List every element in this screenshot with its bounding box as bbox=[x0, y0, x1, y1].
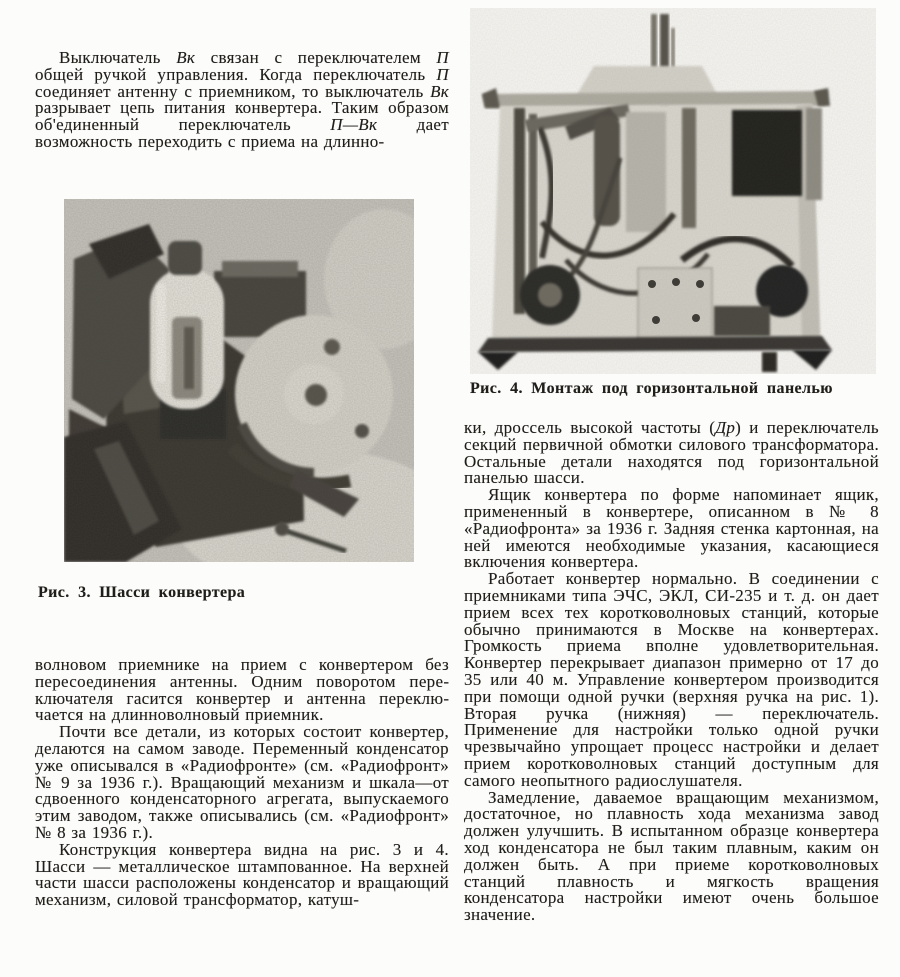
text-run: общей ручкой управления. Когда переключатель bbox=[35, 64, 437, 84]
paragraph bbox=[35, 839, 449, 910]
italic-term: П bbox=[436, 48, 449, 67]
text-run: разрывает цепь питания конвертера. Таким образом об'единенный переключатель bbox=[35, 98, 449, 135]
figure-3-caption: Рис. 3. Шасси конвертера bbox=[38, 584, 246, 601]
text-run: соединяет антенну с приемником, то выключатель bbox=[35, 81, 431, 101]
text-run: дает возможность переходить с приема на длинно- bbox=[35, 115, 450, 151]
halftone-grain bbox=[64, 199, 414, 562]
text-run: ) и переключатель секций первичной обмотки силового трансформатора. Остальные детали находятся под горизонтальной панелью шасси. bbox=[464, 418, 879, 488]
italic-term: П bbox=[436, 64, 449, 84]
text-run: Ящик конвертера по форме напоминает ящик, примененный в конвертере, описанном в № 8 «Радиофронта» за 1936 г. Задняя стенка картонная, на ней имеются необходимые указания, касающиеся включения конвертера. bbox=[464, 485, 879, 572]
paragraph bbox=[464, 420, 879, 487]
intro-paragraph bbox=[35, 50, 449, 151]
text-run: Выключатель bbox=[59, 48, 177, 67]
text-run: волновом приемнике на прием с конвертером без пересоединения антенны. Одним поворотом переключателя гасится конвертер и антенна переключается на длинноволновый приемник. bbox=[35, 655, 449, 725]
figure-3-photo bbox=[64, 199, 414, 562]
italic-term: П—Вк bbox=[330, 115, 378, 135]
left-column-body bbox=[35, 657, 449, 909]
text-run: связан с переключателем bbox=[195, 48, 437, 67]
text-run: Почти все детали, из которых состоит конвертер, делаются на самом заводе. Переменный конденсатор уже описывался в «Радиофронте» (см. «Радиофронт» № 9 за 1936 г.). Вращающий механизм и шкала—от сдвоенного конденсаторного агрегата, выпускаемого этим заводом, также описывались (см. «Радиофронт» № 8 за 1936 г.). bbox=[35, 722, 449, 842]
halftone-grain bbox=[470, 8, 876, 374]
text-run: Замедление, даваемое вращающим механизмом, достаточное, но плавность хода механизма завод должен улучшить. В испытанном образце конвертера ход конденсатора не был таким плавным, каким он должен быть. А при приеме коротковолновых станций плавность и мягкость вращения конденсатора настройки имеют очень большое значение. bbox=[464, 787, 879, 925]
text-run: Работает конвертер нормально. В соединении с приемниками типа ЭЧС, ЭКЛ, СИ-235 и т. д. он дает прием всех тех коротковолновых станций, которые обычно принимаются в Москве на конвертерах. Громкость приема вполне удовлетворительная. Конвертер перекрывает диапазон примерно от 17 до 35 или 40 м. Управление конвертером производится при помощи одной ручки (верхняя ручка на рис. 1). Вторая ручка (нижняя) — переключатель. Применение для настройки только одной ручки чрезвычайно упрощает процесс настройки и делает прием коротковолновых станций доступным для самого неопытного радиослушателя. bbox=[464, 569, 879, 790]
left-column-intro bbox=[35, 50, 449, 151]
italic-term: Вк bbox=[176, 48, 196, 67]
paragraph bbox=[464, 787, 879, 925]
italic-term: Др bbox=[715, 418, 736, 437]
paragraph bbox=[35, 657, 449, 724]
text-run: Конструкция конвертера видна на рис. 3 и 4. Шасси — металлическое штампованное. На верхней части шасси расположены конденсатор и вращающий механизм, силовой трансформатор, катуш- bbox=[35, 839, 449, 910]
paragraph bbox=[464, 487, 879, 571]
italic-term: Вк bbox=[430, 81, 449, 101]
paragraph bbox=[35, 724, 449, 842]
figure-4-caption: Рис. 4. Монтаж под горизонтальной панелью bbox=[470, 380, 833, 397]
text-run: ки, дроссель высокой частоты ( bbox=[464, 418, 716, 437]
figure-4-photo bbox=[470, 8, 876, 374]
paragraph bbox=[464, 571, 879, 789]
right-column-body bbox=[464, 420, 879, 924]
